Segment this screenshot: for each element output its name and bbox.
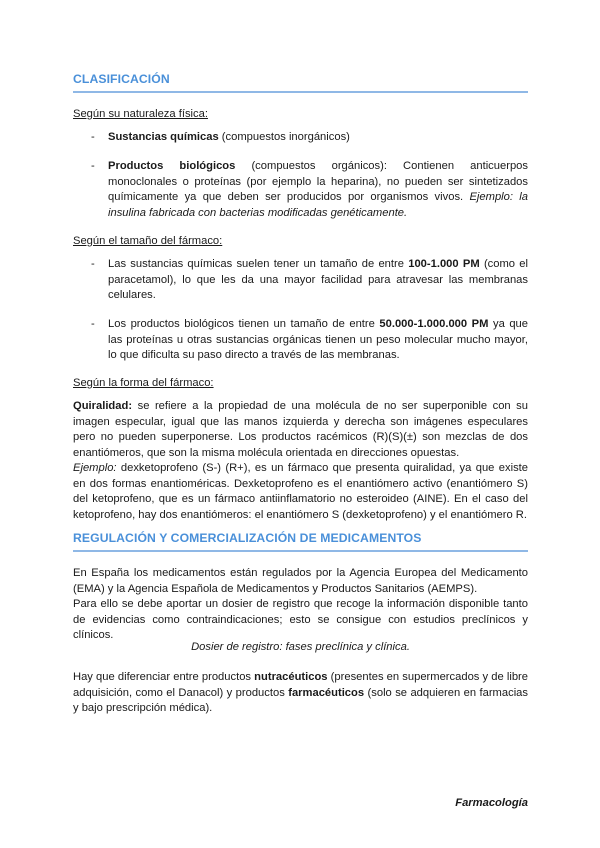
definition-text: se refiere a la propiedad de una molécula de no ser superponible con su imagen especular, igual que las manos izquierda y derecha son imágenes especulares pero no pueden superponerse. Los productos racémicos (R)(S)(±) son mezclas de dos enantiómeros, que son la misma molécula orientada en direcciones opuestas.	[73, 400, 528, 459]
example-text: Ejemplo: la insulina fabricada con bacterias modificadas genéticamente.	[108, 191, 529, 219]
term: Productos biológicos	[108, 160, 236, 172]
paragraph-text: (solo se adquieren en farmacias y bajo prescripción médica).	[73, 686, 528, 714]
item-text: ya que las proteínas u otras sustancias orgánicas tienen un peso molecular mucho mayor, lo que dificulta su paso directo a través de las membranas.	[108, 318, 528, 361]
term: Quiralidad:	[73, 400, 133, 412]
section-title-clasificacion: CLASIFICACIÓN	[73, 72, 528, 93]
paragraph-text: En España los medicamentos están regulados por la Agencia Europea del Medicamento (EMA) y la Agencia Española de Medicamentos y Productos Sanitarios (AEMPS).	[73, 567, 528, 595]
section-title-regulacion: REGULACIÓN Y COMERCIALIZACIÓN DE MEDICAMENTOS	[73, 531, 528, 552]
list-item	[91, 159, 528, 221]
bullet-dash: -	[91, 258, 95, 270]
subheading-naturaleza: Según su naturaleza física:	[73, 108, 208, 120]
subheading-tamano: Según el tamaño del fármaco:	[73, 235, 223, 247]
bullet-dash: -	[91, 318, 95, 330]
term-farmaceuticos: farmacéuticos	[288, 686, 365, 699]
bullet-dash: -	[91, 131, 95, 143]
paragraph-text: Hay que diferenciar entre productos	[73, 671, 255, 683]
example-text: dexketoprofeno (S-) (R+), es un fármaco que presenta quiralidad, ya que existe en dos formas enantioméricas. Dexketoprofeno es el enantiómero activo (enantiómero S) del ketoprofeno, que es un fármaco antiinflamatorio no esteroideo (AINE). En el caso del ketoprofeno, hay dos enantiómeros: el enantiómero S (dexketoprofeno) y el enantiómero R.	[73, 462, 528, 521]
item-text: (como el paracetamol), lo que les da una mayor facilidad para atravesar las membranas celulares.	[108, 258, 528, 301]
item-text: Los productos biológicos tienen un tamaño de entre	[108, 318, 380, 330]
paragraph-regulacion	[73, 566, 528, 644]
item-text: Las sustancias químicas suelen tener un tamaño de entre	[108, 258, 409, 270]
paragraph-text: (presentes en supermercados y de libre adquisición, como el Danacol) y productos	[73, 671, 529, 699]
dosier-note: Dosier de registro: fases preclínica y clínica.	[191, 641, 410, 653]
term-nutraceuticos: nutracéuticos	[254, 671, 328, 683]
paragraph-quiralidad	[73, 399, 528, 523]
subheading-forma: Según la forma del fármaco:	[73, 377, 214, 389]
paragraph-productos	[73, 670, 528, 717]
list-item	[91, 130, 528, 146]
term: Sustancias químicas	[108, 131, 219, 143]
paragraph-text: Para ello se debe aportar un dosier de registro que recoge la información disponible tanto de evidencias como contraindicaciones; esto se consigue con estudios preclínicos y clínicos.	[73, 598, 528, 641]
list-item	[91, 317, 528, 364]
size-range: 50.000-1.000.000 PM	[379, 318, 489, 330]
bullet-dash: -	[91, 160, 95, 172]
example-label: Ejemplo:	[73, 462, 117, 474]
size-range: 100-1.000 PM	[408, 258, 480, 270]
item-text: (compuestos inorgánicos)	[218, 131, 350, 143]
footer-subject: Farmacología	[455, 797, 528, 809]
list-item	[91, 257, 528, 304]
item-text: (compuestos orgánicos): Contienen anticuerpos monoclonales o proteínas (por ejemplo la heparina), no pueden ser sintetizados químicamente ya que deben ser producidos por organismos vivos.	[108, 160, 528, 203]
